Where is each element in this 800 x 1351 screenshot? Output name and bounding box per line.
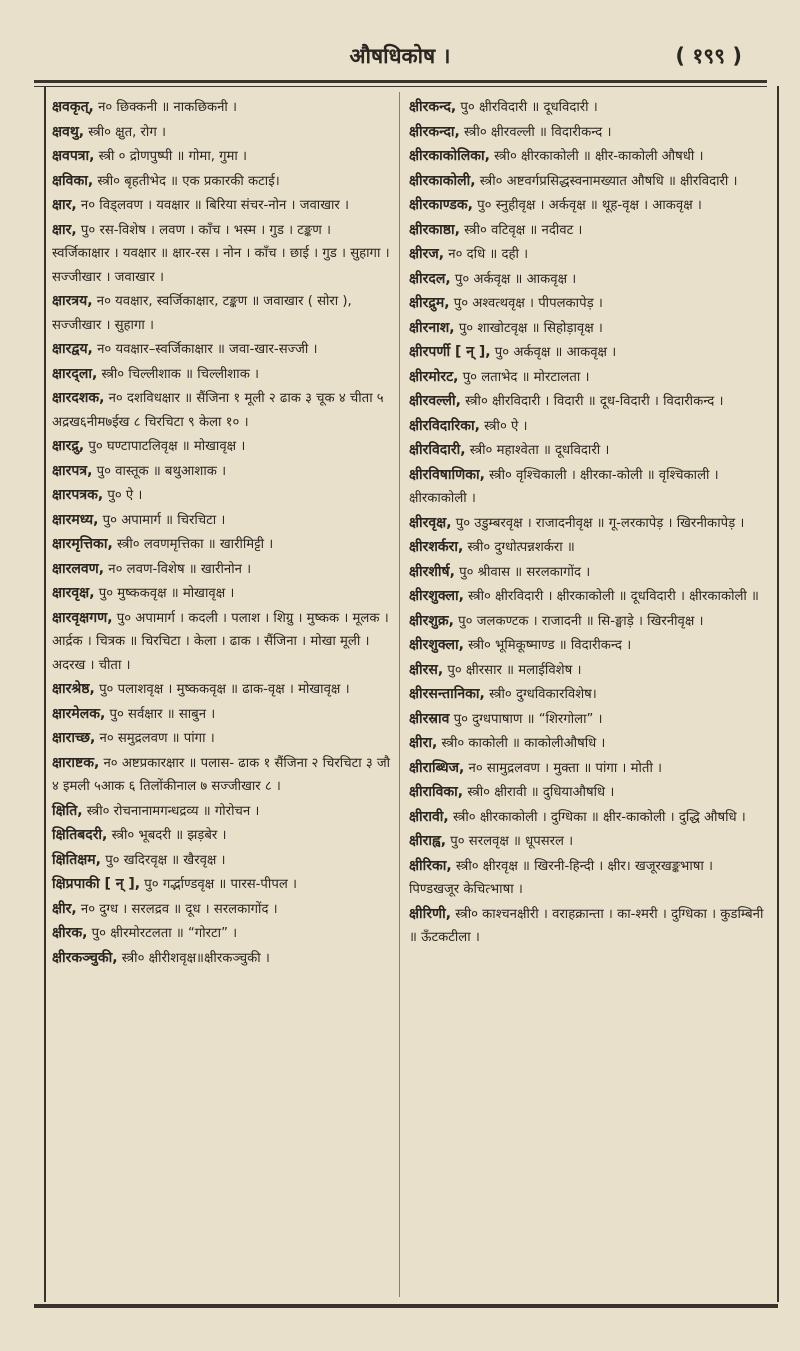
entry-definition: न० छिक्कनी ॥ नाकछिकनी । — [93, 100, 238, 115]
dictionary-entry — [409, 121, 764, 145]
entry-headword: क्षीरवृक्ष, — [409, 514, 452, 531]
dictionary-entry — [409, 903, 764, 950]
entry-headword: क्षीरसन्तानिका, — [409, 686, 485, 702]
dictionary-entry — [52, 509, 392, 533]
entry-definition: स्त्री० महाश्वेता ॥ दूधविदारी । — [465, 443, 610, 458]
column-divider — [399, 92, 400, 1297]
entry-headword: क्षीरविषाणिका, — [409, 466, 485, 483]
entry-headword: क्षीरकाष्ठा, — [409, 221, 460, 238]
entry-headword: क्षारद्रु, — [52, 438, 85, 454]
entry-headword: क्षारवृक्ष, — [52, 585, 95, 601]
entry-headword: क्षीराह्व, — [409, 833, 447, 849]
entry-headword: क्षीरिणी, — [409, 905, 452, 922]
dictionary-entry — [409, 757, 764, 781]
entry-headword: क्षवथु, — [52, 123, 85, 140]
dictionary-entry — [52, 290, 392, 337]
dictionary-entry — [52, 703, 392, 727]
dictionary-entry — [409, 170, 764, 194]
entry-definition: पु० स्नुहीवृक्ष । अर्कवृक्ष ॥ थूह-वृक्ष । आकवृक्ष । — [472, 198, 702, 213]
entry-definition: पु० खदिरवृक्ष ॥ खैरवृक्ष । — [101, 852, 226, 868]
left-border — [44, 86, 46, 1302]
entry-definition: पु० सरलवृक्ष ॥ धूपसरल । — [446, 834, 574, 849]
dictionary-entry — [52, 170, 392, 194]
entry-definition: न० अष्टप्रकारक्षार ॥ पलास- ढाक १ सैंजिना २ चिरचिटा ३ जौ ४ इमली ५आक ६ तिलोंकीनाल ७ सज्जीखार ८ । — [52, 755, 391, 794]
entry-definition: पु० अर्कवृक्ष ॥ आकवृक्ष । — [490, 345, 617, 360]
entry-definition: स्त्री० अष्टवर्गप्रसिद्धस्वनामख्यात औषधि ॥ क्षीरविदारी । — [475, 173, 738, 189]
dictionary-entry — [52, 460, 392, 484]
entry-headword: क्षारपत्रक, — [52, 487, 104, 503]
entry-definition: स्त्री० चिल्लीशाक ॥ चिल्लीशाक । — [97, 366, 260, 382]
entry-definition: स्त्री० काकोली ॥ काकोलीऔषधि । — [437, 736, 606, 751]
entry-definition: पु० क्षीरमोरटलता ॥ “गोरटा” । — [87, 926, 238, 941]
dictionary-entry — [52, 219, 392, 290]
top-rule-thin — [34, 86, 767, 87]
entry-definition: न० सामुद्रलवण । मुक्ता ॥ पांगा । मोती । — [464, 760, 663, 776]
entry-definition: पु० जलकण्टक । राजादनी ॥ सि-ङ्घाड़े । खिरनीवृक्ष । — [453, 613, 704, 629]
entry-headword: क्षीरकाण्डक, — [409, 197, 473, 213]
dictionary-entry — [409, 585, 764, 609]
bottom-rule — [34, 1304, 778, 1308]
entry-definition: स्त्री० क्षीरकाकोली ॥ क्षीर-काकोली औषधी । — [489, 149, 704, 164]
entry-definition: पु० ऐ । — [103, 488, 143, 503]
entry-headword: क्षारद्ला, — [52, 365, 98, 382]
entry-definition: स्त्री० लवणमृत्तिका ॥ खारीमिट्टी । — [112, 537, 274, 552]
dictionary-entry — [409, 855, 764, 902]
entry-definition: स्त्री० क्षीरविदारी । विदारी ॥ दूध-विदारी । विदारीकन्द । — [460, 394, 724, 409]
entry-headword: क्षार, — [52, 197, 77, 213]
entry-definition: पु० क्षीरविदारी ॥ दूधविदारी । — [456, 100, 598, 115]
entry-headword: क्षविका, — [52, 172, 94, 189]
dictionary-entry — [409, 561, 764, 585]
entry-headword: क्षीरशुक्र, — [409, 612, 454, 629]
entry-headword: क्षाराच्छ, — [52, 730, 96, 746]
right-border — [777, 86, 779, 1302]
dictionary-entry — [52, 752, 392, 799]
dictionary-entry — [52, 582, 392, 606]
entry-definition: पु० उडुम्बरवृक्ष । राजादनीवृक्ष ॥ गू-लरकापेड़ । खिरनीकापेड़ । — [451, 515, 745, 531]
entry-headword: क्षीरस, — [409, 661, 444, 678]
entry-headword: क्षार, — [52, 221, 77, 238]
entry-headword: क्षारलवण, — [52, 560, 105, 577]
dictionary-entry — [409, 439, 764, 463]
page-title: औषधिकोष । — [349, 44, 451, 68]
dictionary-entry — [52, 947, 392, 971]
entry-headword: क्षारदशक, — [52, 390, 105, 406]
entry-headword: क्षारपत्र, — [52, 462, 93, 479]
dictionary-entry — [409, 96, 764, 120]
entry-headword: क्षीरपर्णी [ न् ], — [409, 344, 491, 360]
entry-definition: न० समुद्रलवण ॥ पांगा । — [95, 731, 215, 746]
dictionary-entry — [52, 145, 392, 169]
dictionary-entry — [409, 145, 764, 169]
entry-definition: स्त्री० क्षीरवल्ली ॥ विदारीकन्द । — [459, 124, 612, 140]
dictionary-entry — [52, 849, 392, 873]
dictionary-entry — [52, 96, 392, 120]
entry-headword: क्षारत्रय, — [52, 293, 93, 309]
entry-headword: क्षीरविदारी, — [409, 442, 466, 458]
entry-definition: स्त्री० दुग्धोत्पन्नशर्करा ॥ — [463, 540, 575, 555]
page-header — [0, 38, 800, 78]
entry-definition: न० दुग्ध । सरलद्रव ॥ दूध । सरलकागोंद । — [76, 901, 278, 917]
entry-headword: क्षारमृत्तिका, — [52, 536, 113, 552]
entry-headword: क्षीरद्रुम, — [409, 295, 450, 311]
page-number: ( १९९ ) — [675, 44, 742, 68]
entry-headword: क्षीरमोरट, — [409, 368, 459, 385]
entry-headword: क्षीराविका, — [409, 784, 464, 800]
dictionary-entry — [52, 533, 392, 557]
dictionary-entry — [52, 727, 392, 751]
dictionary-entry — [52, 922, 392, 946]
dictionary-entry — [409, 830, 764, 854]
entry-headword: क्षारवृक्षगण, — [52, 609, 113, 626]
entry-definition: पु० श्रीवास ॥ सरलकागोंद । — [454, 564, 591, 580]
dictionary-entry — [409, 781, 764, 805]
entry-headword: क्षवपत्रा, — [52, 148, 95, 164]
dictionary-entry — [52, 121, 392, 145]
entry-definition: स्त्री ० द्रोणपुष्पी ॥ गोमा, गुमा । — [94, 149, 248, 164]
entry-definition: पु० गर्द्भाण्डवृक्ष ॥ पारस-पीपल । — [140, 877, 297, 892]
entry-headword: क्षिप्रपाकी [ न् ], — [52, 876, 141, 892]
entry-headword: क्षीर, — [52, 900, 77, 917]
dictionary-entry — [409, 243, 764, 267]
entry-definition: स्त्री० क्षुत, रोग । — [84, 124, 166, 140]
entry-definition: पु० अपामार्ग । कदली । पलाश । शिग्रु । मुष्कक । मूलक । आर्द्रक । चित्रक ॥ चिरचिटा । केला । ढाक । सैंजिना । मोखा मूली । अदरख । चीता । — [52, 610, 389, 673]
dictionary-entry — [409, 317, 764, 341]
dictionary-entry — [409, 366, 764, 390]
entry-definition: न० विड्लवण । यवक्षार ॥ बिरिया संचर-नोन । जवाखार । — [76, 198, 350, 213]
entry-definition: स्त्री० क्षीरकाकोली । दुग्धिका ॥ क्षीर-काकोली । दुद्धि औषधि । — [448, 809, 746, 825]
entry-headword: क्षीरविदारिका, — [409, 417, 480, 434]
dictionary-entry — [409, 732, 764, 756]
entry-definition: स्त्री० क्षीरीशवृक्ष॥क्षीरकञ्चुकी । — [117, 950, 270, 966]
dictionary-entry — [52, 800, 392, 824]
entry-definition: स्त्री० क्षीरवृक्ष ॥ खिरनी-हिन्दी । क्षीर। खजूरखङ्कभाषा । पिण्डखजूर केचित्भाषा । — [409, 858, 713, 897]
entry-definition: पु० मुष्ककवृक्ष ॥ मोखावृक्ष । — [94, 586, 235, 601]
entry-definition: स्त्री० भूमिकूष्माण्ड ॥ विदारीकन्द । — [463, 638, 632, 653]
entry-definition: स्त्री० भूबदरी ॥ झड़बेर । — [107, 828, 227, 843]
entry-definition: स्त्री० क्षीरविदारी । क्षीरकाकोली ॥ दूधविदारी । क्षीरकाकोली ॥ — [463, 589, 759, 604]
dictionary-entry — [409, 464, 764, 511]
dictionary-entry — [52, 873, 392, 897]
entry-headword: क्षीरशुक्ला, — [409, 637, 464, 653]
dictionary-entry — [52, 435, 392, 459]
dictionary-entry — [409, 659, 764, 683]
entry-definition: पु० अर्कवृक्ष ॥ आकवृक्ष । — [450, 271, 577, 287]
entry-definition: पु० वास्तूक ॥ बथुआशाक । — [92, 463, 227, 479]
dictionary-entry — [409, 536, 764, 560]
entry-headword: क्षीरकन्द, — [409, 99, 457, 115]
dictionary-entry — [52, 824, 392, 848]
entry-headword: क्षीरज, — [409, 246, 445, 262]
entry-definition: न० दशविधक्षार ॥ सैंजिना १ मूली २ ढाक ३ चूक ४ चीता ५ अद्रख६नीम७ईख ८ चिरचिटा ९ केला १० । — [52, 391, 384, 430]
entry-definition: स्त्री० दुग्धविकारविशेष। — [484, 687, 597, 702]
dictionary-entry — [409, 219, 764, 243]
entry-definition: स्त्री० रोचनानामगन्धद्रव्य ॥ गोरोचन । — [82, 803, 260, 819]
entry-headword: क्षीरिका, — [409, 857, 452, 874]
dictionary-entry — [52, 363, 392, 387]
entry-definition: पु० रस-विशेष । लवण । काँच । भस्म । गुड । टङ्कण । स्वर्जिकाक्षार । यवक्षार ॥ क्षार-रस । नोन । काँच । छाई । गुड । सुहागा । सज्जीखार । जवाखार । — [52, 222, 390, 285]
entry-definition: स्त्री० वृश्चिकाली । क्षीरका-कोली ॥ वृश्चिकाली । क्षीरकाकोली । — [409, 467, 719, 506]
entry-definition: पु० क्षीरसार ॥ मलाईविशेष । — [443, 662, 582, 678]
dictionary-entry — [52, 678, 392, 702]
entry-headword: क्षीरकाकोलिका, — [409, 148, 490, 164]
entry-definition: स्त्री० वटिवृक्ष ॥ नदीवट । — [459, 222, 583, 238]
entry-definition: पु० अश्वत्थवृक्ष । पीपलकापेड़ । — [449, 296, 603, 311]
entry-definition: पु० सर्वक्षार ॥ साबुन । — [105, 706, 216, 722]
entry-headword: क्षारश्रेष्ठ, — [52, 681, 95, 697]
entry-headword: क्षितिक्षम, — [52, 851, 101, 868]
entry-headword: क्षीरदल, — [409, 270, 451, 287]
dictionary-entry — [409, 268, 764, 292]
entry-headword: क्षारद्वय, — [52, 341, 93, 357]
entry-definition: न० यवक्षार–स्वर्जिकाक्षार ॥ जवा-खार-सज्जी । — [92, 342, 318, 357]
dictionary-entry — [52, 338, 392, 362]
entry-headword: क्षीरकाकोली, — [409, 172, 476, 189]
dictionary-entry — [409, 194, 764, 218]
entry-definition: पु० घण्टापाटलिवृक्ष ॥ मोखावृक्ष । — [84, 439, 246, 454]
dictionary-entry — [52, 898, 392, 922]
dictionary-entry — [52, 558, 392, 582]
entry-definition: पु० लताभेद ॥ मोरटालता । — [458, 369, 590, 385]
entry-definition: पु० शाखोटवृक्ष ॥ सिहोड़ावृक्ष । — [454, 320, 603, 336]
entry-definition: स्त्री० बृहतीभेद ॥ एक प्रकारकी कटाई। — [93, 173, 280, 189]
entry-headword: क्षाराष्टक, — [52, 754, 100, 771]
entry-headword: क्षवकृत्, — [52, 99, 94, 115]
dictionary-entry — [409, 610, 764, 634]
entry-headword: क्षीरशुक्ला, — [409, 588, 464, 604]
entry-definition: न० यवक्षार, स्वर्जिकाक्षार, टङ्कण ॥ जवाखार ( सोरा ), सज्जीखार । सुहागा । — [52, 294, 352, 333]
entry-headword: क्षीरशीर्ष, — [409, 563, 455, 580]
entry-headword: क्षीरस्राव — [409, 710, 450, 727]
dictionary-entry — [52, 607, 392, 678]
dictionary-entry — [409, 415, 764, 439]
dictionary-entry — [409, 683, 764, 707]
dictionary-entry — [409, 292, 764, 316]
dictionary-entry — [409, 341, 764, 365]
dictionary-entry — [409, 512, 764, 536]
dictionary-entry — [409, 390, 764, 414]
left-column — [52, 96, 392, 971]
entry-headword: क्षीरकन्दा, — [409, 123, 460, 140]
entry-definition: न० दधि ॥ दही । — [444, 247, 529, 262]
entry-definition: न० लवण-विशेष ॥ खारीनोन । — [104, 561, 252, 577]
entry-headword: क्षीरकञ्चुकी, — [52, 949, 118, 966]
entry-headword: क्षिति, — [52, 802, 83, 819]
entry-headword: क्षीरा, — [409, 735, 438, 751]
entry-headword: क्षीरावी, — [409, 808, 449, 825]
entry-headword: क्षीरवल्ली, — [409, 393, 461, 409]
dictionary-entry — [409, 634, 764, 658]
dictionary-entry — [52, 194, 392, 218]
top-rule — [34, 80, 767, 83]
right-column — [409, 96, 764, 951]
dictionary-entry — [52, 387, 392, 434]
entry-definition: स्त्री० काश्चनक्षीरी । वराहक्रान्ता । का-श्मरी । दुग्धिका । कुडम्बिनी ॥ ऊँटकटीला । — [409, 906, 764, 945]
entry-headword: क्षारमेलक, — [52, 705, 106, 722]
entry-headword: क्षीरनाश, — [409, 319, 455, 336]
entry-headword: क्षीराब्धिज, — [409, 759, 465, 776]
entry-headword: क्षीरक, — [52, 925, 88, 941]
dictionary-entry — [409, 806, 764, 830]
entry-definition: स्त्री० ऐ । — [479, 418, 528, 434]
entry-definition: पु० दुग्धपाषाण ॥ “शिरगोला” । — [449, 711, 603, 727]
dictionary-entry — [52, 484, 392, 508]
entry-headword: क्षितिबदरी, — [52, 827, 108, 843]
entry-definition: पु० अपामार्ग ॥ चिरचिटा । — [98, 512, 226, 528]
entry-definition: पु० पलाशवृक्ष । मुष्ककवृक्ष ॥ ढाक-वृक्ष । मोखावृक्ष । — [94, 682, 350, 697]
dictionary-entry — [409, 708, 764, 732]
entry-headword: क्षीरशर्करा, — [409, 539, 464, 555]
entry-headword: क्षारमध्य, — [52, 511, 99, 528]
entry-definition: स्त्री० क्षीरावी ॥ दुधियाऔषधि । — [463, 785, 615, 800]
